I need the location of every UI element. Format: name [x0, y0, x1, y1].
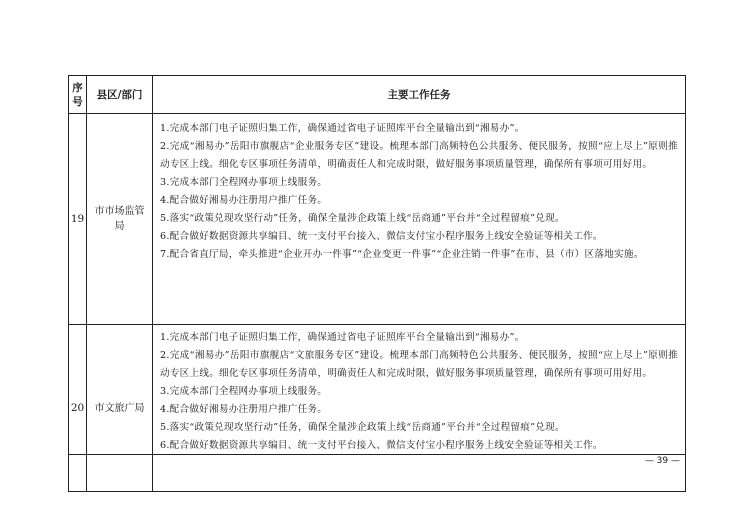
header-dept: 县区/部门 [87, 76, 153, 114]
task-item: 6.配合做好数据资源共享编目、统一支付平台接入、微信支付宝小程序服务上线安全验证等相关工作。 [160, 440, 603, 451]
task-item: 3.完成本部门全程网办事项上线服务。 [160, 386, 328, 397]
table-row [69, 325, 686, 492]
row-dept: 市文旅广局 [87, 325, 153, 492]
task-item: 5.落实“政策兑现攻坚行动”任务，确保全量涉企政策上线“岳商通”平台并“全过程留痕”兑现。 [160, 213, 565, 224]
task-item: 1.完成本部门电子证照归集工作，确保通过省电子证照库平台全量输出到“湘易办”。 [160, 332, 525, 343]
row-dept: 市市场监管局 [87, 114, 153, 325]
row-tasks [153, 325, 686, 492]
row-seq: 20 [69, 325, 87, 492]
page-number: — 39 — [644, 456, 680, 466]
table-header-row [69, 76, 686, 114]
task-item: 3.完成本部门全程网办事项上线服务。 [160, 177, 328, 188]
task-item: 4.配合做好湘易办注册用户推广任务。 [160, 404, 328, 415]
task-item: 2.完成“湘易办”岳阳市旗舰店“企业服务专区”建设。梳理本部门高频特色公共服务、便民服务，按照“应上尽上”原则推动专区上线。细化专区事项任务清单，明确责任人和完成时限，做好服务事项质量管理，确保所有事项可用好用。 [160, 141, 678, 170]
task-item: 1.完成本部门电子证照归集工作，确保通过省电子证照库平台全量输出到“湘易办”。 [160, 123, 525, 134]
task-table [68, 75, 686, 492]
task-item: 5.落实“政策兑现攻坚行动”任务，确保全量涉企政策上线“岳商通”平台并“全过程留痕”兑现。 [160, 422, 565, 433]
footer-rule [68, 454, 686, 455]
row-tasks [153, 114, 686, 325]
table-row [69, 114, 686, 325]
header-seq: 序号 [69, 76, 87, 114]
row-seq: 19 [69, 114, 87, 325]
task-item: 6.配合做好数据资源共享编目、统一支付平台接入、微信支付宝小程序服务上线安全验证等相关工作。 [160, 231, 603, 242]
task-item: 2.完成“湘易办”岳阳市旗舰店“文旅服务专区”建设。梳理本部门高频特色公共服务、便民服务，按照“应上尽上”原则推动专区上线。细化专区事项任务清单，明确责任人和完成时限，做好服务事项质量管理，确保所有事项可用好用。 [160, 350, 678, 379]
task-item: 4.配合做好湘易办注册用户推广任务。 [160, 195, 328, 206]
task-item: 7.配合省直厅局，牵头推进“企业开办一件事”“企业变更一件事”“企业注销一件事”在市、县（市）区落地实施。 [160, 249, 644, 260]
header-tasks: 主要工作任务 [153, 76, 686, 114]
